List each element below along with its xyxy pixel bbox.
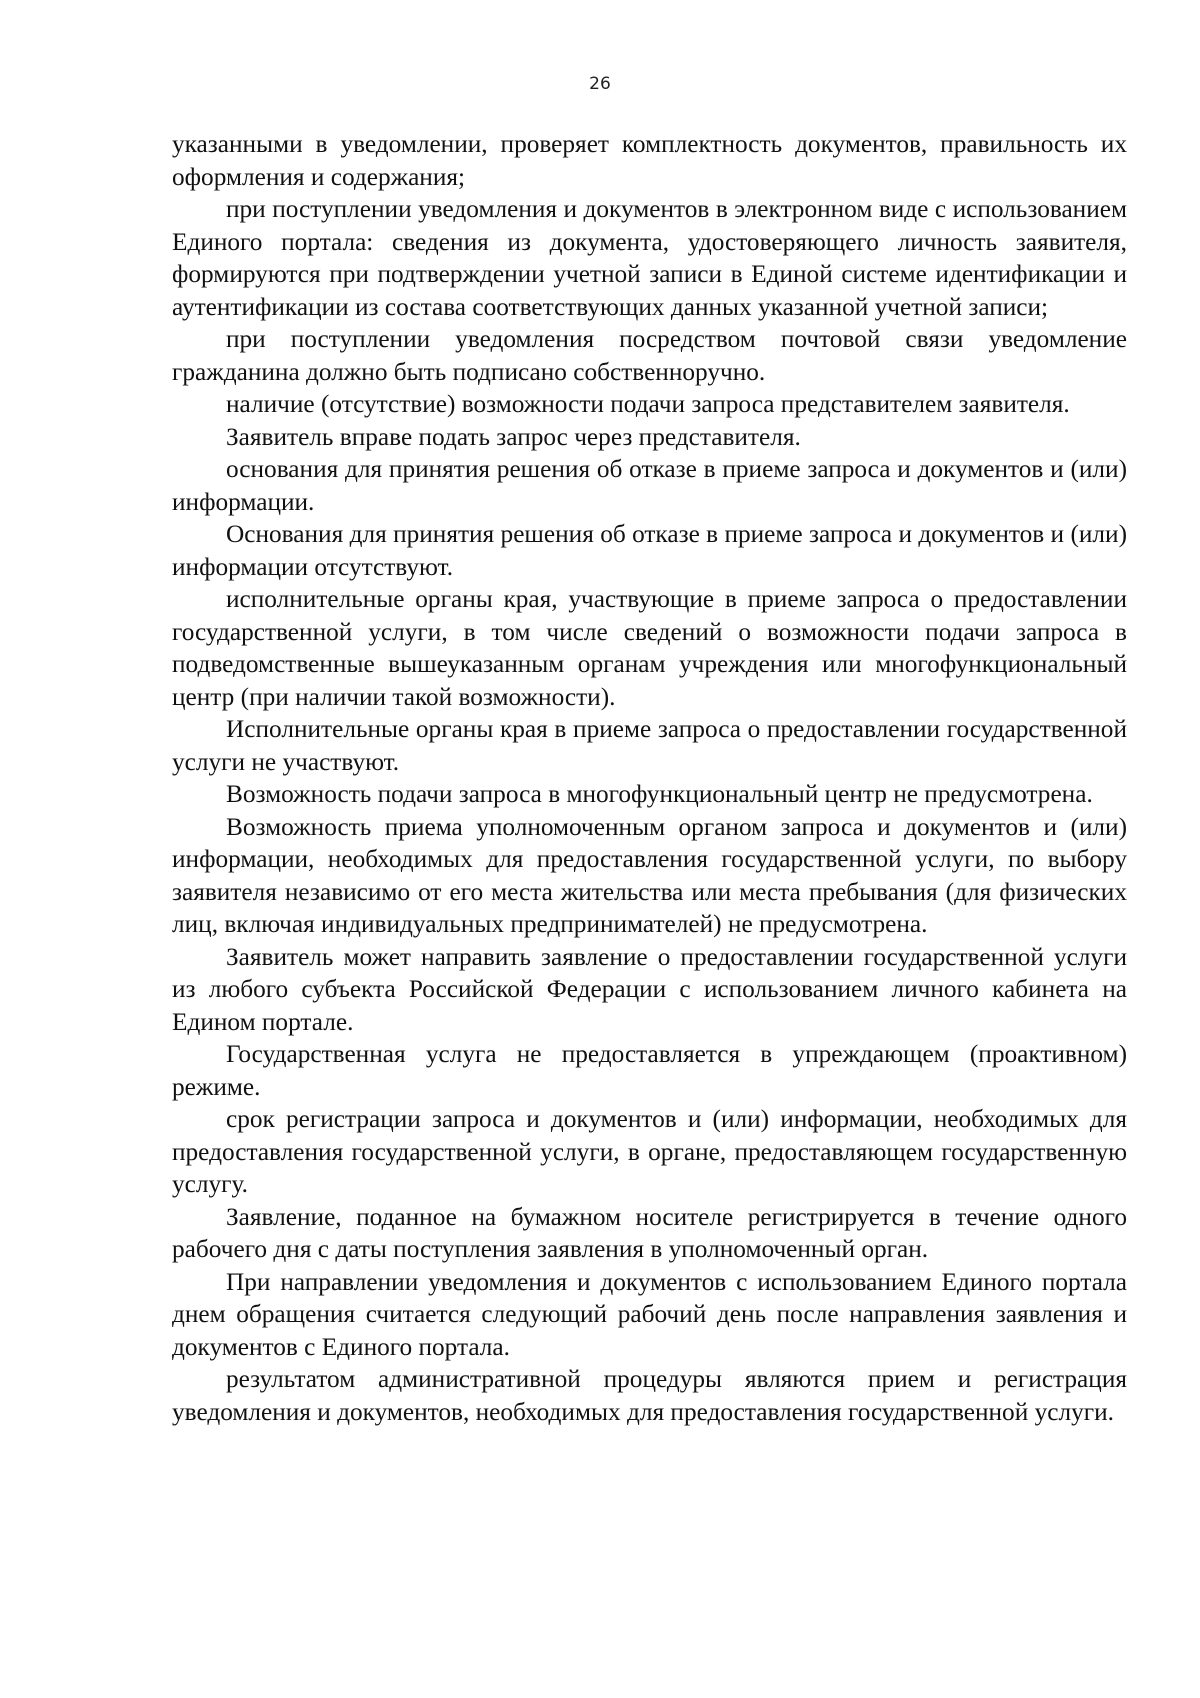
paragraph: Государственная услуга не предоставляется в упреждающем (проактивном) режиме. <box>172 1040 1127 1101</box>
paragraph: Исполнительные органы края в приеме запроса о предоставлении государственной услуги не участвуют. <box>172 715 1127 776</box>
paragraph: При направлении уведомления и документов с использованием Единого портала днем обращения считается следующий рабочий день после направления заявления и документов с Единого портала. <box>172 1267 1127 1361</box>
paragraph: Заявитель может направить заявление о предоставлении государственной услуги из любого субъекта Российской Федерации с использованием личного кабинета на Едином портале. <box>172 942 1127 1036</box>
paragraph: основания для принятия решения об отказе в приеме запроса и документов и (или) информации. <box>172 455 1127 516</box>
paragraph: исполнительные органы края, участвующие в приеме запроса о предоставлении государственной услуги, в том числе сведений о возможности подачи запроса в подведомственные вышеуказанным органам учреждения или многофункциональный центр (при наличии такой возможности). <box>172 585 1127 711</box>
document-body <box>172 128 1127 1428</box>
paragraph: Заявление, поданное на бумажном носителе регистрируется в течение одного рабочего дня с даты поступления заявления в уполномоченный орган. <box>172 1202 1127 1263</box>
paragraph: результатом административной процедуры являются прием и регистрация уведомления и документов, необходимых для предоставления государственной услуги. <box>172 1365 1127 1426</box>
paragraph: при поступлении уведомления и документов в электронном виде с использованием Единого портала: сведения из документа, удостоверяющего личность заявителя, формируются при подтверждении учетной записи в Единой системе идентификации и аутентификации из состава соответствующих данных указанной учетной записи; <box>172 195 1127 321</box>
paragraph: при поступлении уведомления посредством почтовой связи уведомление гражданина должно быть подписано собственноручно. <box>172 325 1127 386</box>
paragraph: Возможность приема уполномоченным органом запроса и документов и (или) информации, необходимых для предоставления государственной услуги, по выбору заявителя независимо от его места жительства или места пребывания (для физических лиц, включая индивидуальных предпринимателей) не предусмотрена. <box>172 812 1127 938</box>
paragraph: указанными в уведомлении, проверяет комплектность документов, правильность их оформления и содержания; <box>172 130 1127 191</box>
paragraph: Возможность подачи запроса в многофункциональный центр не предусмотрена. <box>226 780 1093 808</box>
paragraph: срок регистрации запроса и документов и (или) информации, необходимых для предоставления государственной услуги, в органе, предоставляющем государственную услугу. <box>172 1105 1127 1198</box>
page-number: 26 <box>589 74 611 94</box>
paragraph: Заявитель вправе подать запрос через представителя. <box>226 422 801 451</box>
paragraph: Основания для принятия решения об отказе в приеме запроса и документов и (или) информации отсутствуют. <box>172 520 1127 581</box>
paragraph: наличие (отсутствие) возможности подачи запроса представителем заявителя. <box>226 390 1070 418</box>
